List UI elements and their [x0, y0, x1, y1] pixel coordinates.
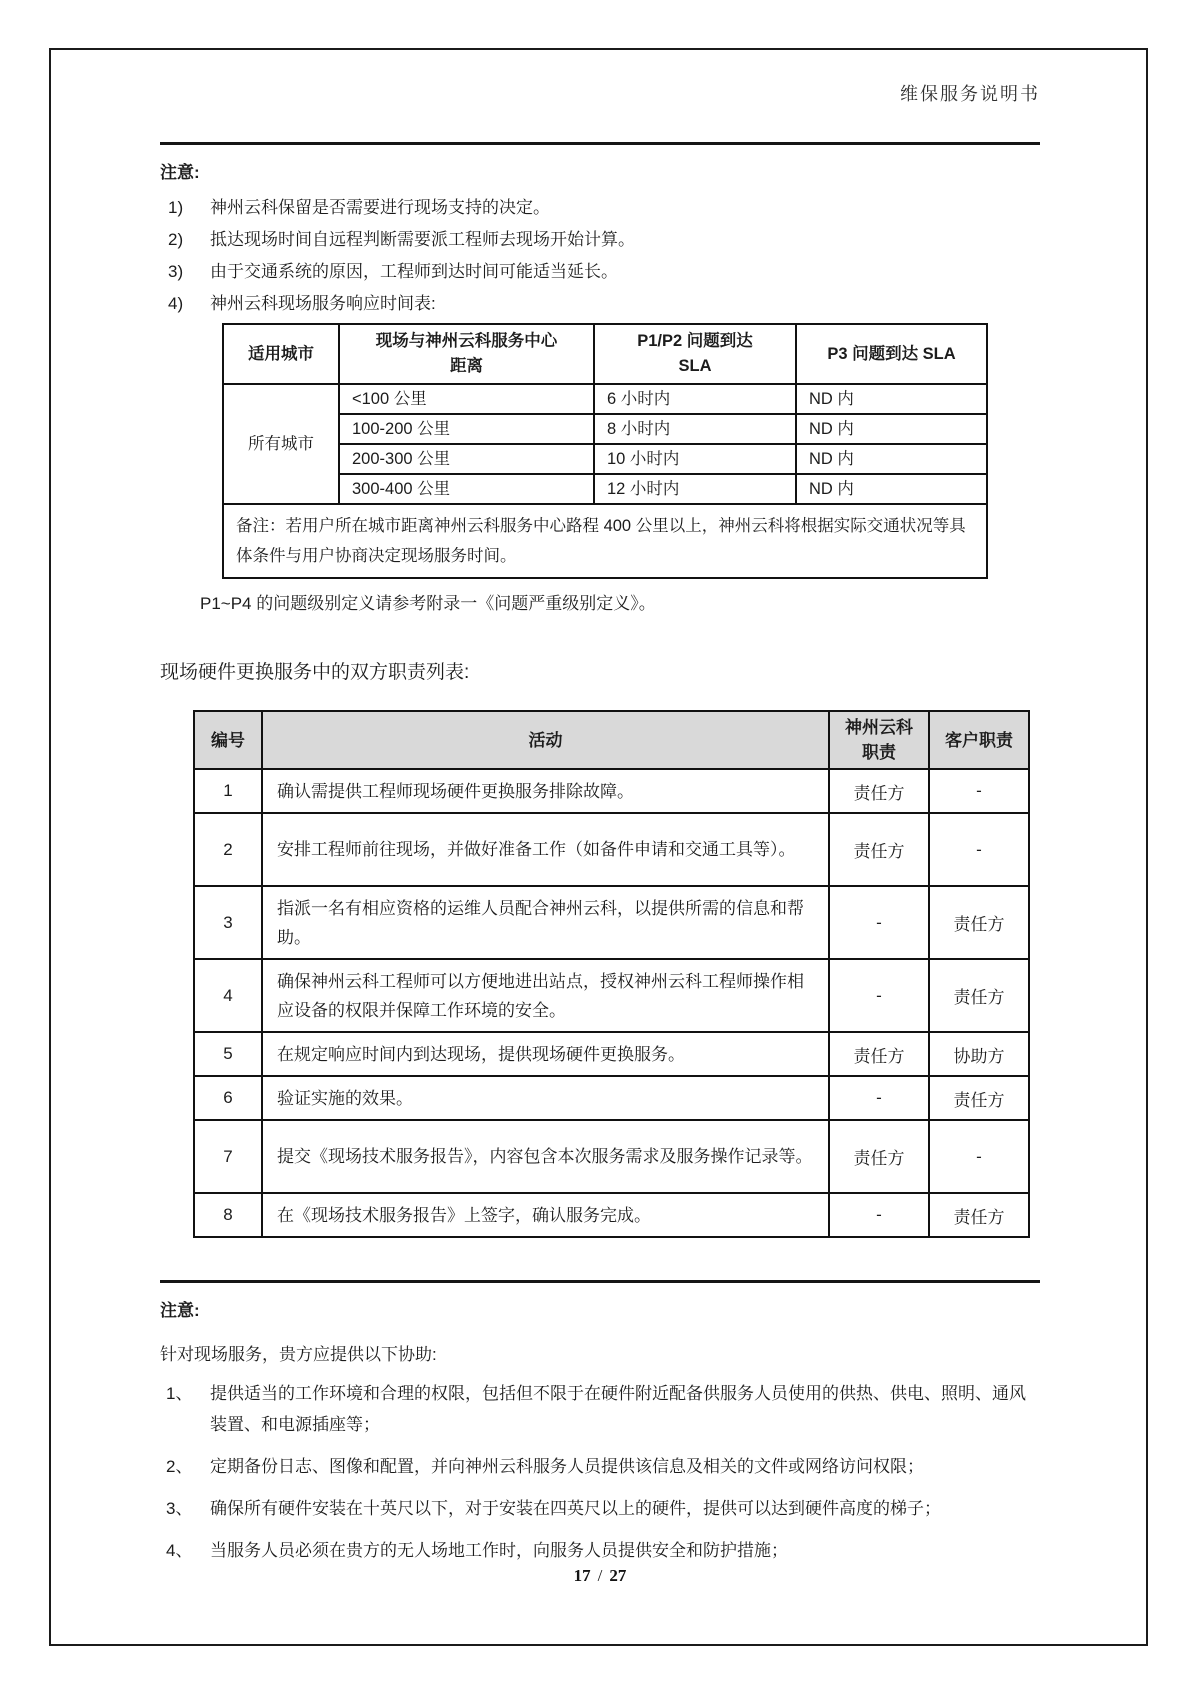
- table-header-row: [194, 711, 1029, 769]
- vendor-duty-cell: 责任方: [829, 813, 929, 886]
- list-item-number: 3、: [166, 1499, 193, 1518]
- customer-duty-cell: 责任方: [929, 1193, 1029, 1237]
- list-item: [160, 227, 1040, 252]
- table-row: [194, 1076, 1029, 1120]
- row-number-cell: 4: [194, 959, 262, 1032]
- table-header-row: [223, 324, 987, 384]
- header-title: 维保服务说明书: [900, 84, 1040, 104]
- table-row: [194, 886, 1029, 959]
- list-item-number: 1): [168, 198, 184, 217]
- vendor-duty-cell: -: [829, 1076, 929, 1120]
- city-merged-cell: 所有城市: [223, 384, 339, 504]
- list-item-number: 2): [168, 230, 184, 249]
- table-header-cell: P1/P2 问题到达 SLA: [594, 324, 796, 384]
- list-item-number: 1、: [166, 1384, 193, 1403]
- page-number: [160, 1566, 1040, 1586]
- distance-cell: 100-200 公里: [339, 414, 594, 444]
- list-item-text: 神州云科保留是否需要进行现场支持的决定。: [210, 198, 550, 217]
- activity-cell: 确保神州云科工程师可以方便地进出站点，授权神州云科工程师操作相应设备的权限并保障工作环境的安全。: [262, 959, 829, 1032]
- activity-cell: 安排工程师前往现场，并做好准备工作（如备件申请和交通工具等）。: [262, 813, 829, 886]
- p3-sla-cell: ND 内: [796, 474, 987, 504]
- notice-top-label: 注意:: [160, 163, 200, 182]
- activity-cell: 在《现场技术服务报告》上签字，确认服务完成。: [262, 1193, 829, 1237]
- row-number-cell: 8: [194, 1193, 262, 1237]
- list-item: [160, 1493, 1040, 1524]
- table-header-cell: 适用城市: [223, 324, 339, 384]
- p1p2-sla-cell: 10 小时内: [594, 444, 796, 474]
- list-item-text: 由于交通系统的原因，工程师到达时间可能适当延长。: [210, 262, 618, 281]
- activity-cell: 指派一名有相应资格的运维人员配合神州云科，以提供所需的信息和帮助。: [262, 886, 829, 959]
- list-item: [160, 259, 1040, 284]
- section-title: 现场硬件更换服务中的双方职责列表:: [160, 662, 470, 683]
- assistance-intro: 针对现场服务，贵方应提供以下协助:: [160, 1345, 437, 1364]
- list-item-text: 当服务人员必须在贵方的无人场地工作时，向服务人员提供安全和防护措施；: [210, 1541, 788, 1560]
- p1p2-sla-cell: 12 小时内: [594, 474, 796, 504]
- list-item-number: 4): [168, 294, 184, 313]
- p3-sla-cell: ND 内: [796, 444, 987, 474]
- table-header-cell: 神州云科 职责: [829, 711, 929, 769]
- vendor-duty-cell: 责任方: [829, 1032, 929, 1076]
- page-current: 17: [573, 1566, 591, 1585]
- p3-sla-cell: ND 内: [796, 384, 987, 414]
- row-number-cell: 2: [194, 813, 262, 886]
- p1p2-sla-cell: 8 小时内: [594, 414, 796, 444]
- sla-response-table: [222, 323, 988, 579]
- vendor-duty-cell: 责任方: [829, 1120, 929, 1193]
- customer-duty-cell: 责任方: [929, 886, 1029, 959]
- distance-cell: <100 公里: [339, 384, 594, 414]
- notice-bottom-label: 注意:: [160, 1301, 200, 1320]
- list-item-text: 提供适当的工作环境和合理的权限，包括但不限于在硬件附近配备供服务人员使用的供热、供电、照明、通风装置、和电源插座等；: [210, 1384, 1026, 1434]
- page-content: [160, 0, 1040, 1566]
- list-item-text: 定期备份日志、图像和配置，并向神州云科服务人员提供该信息及相关的文件或网络访问权限；: [210, 1457, 924, 1476]
- table-row: [223, 384, 987, 414]
- list-item: [160, 195, 1040, 220]
- distance-cell: 200-300 公里: [339, 444, 594, 474]
- activity-cell: 提交《现场技术服务报告》，内容包含本次服务需求及服务操作记录等。: [262, 1120, 829, 1193]
- customer-duty-cell: 责任方: [929, 959, 1029, 1032]
- activity-cell: 确认需提供工程师现场硬件更换服务排除故障。: [262, 769, 829, 813]
- table-row: [194, 813, 1029, 886]
- activity-cell: 在规定响应时间内到达现场，提供现场硬件更换服务。: [262, 1032, 829, 1076]
- list-item-text: 抵达现场时间自远程判断需要派工程师去现场开始计算。: [210, 230, 635, 249]
- table-header-cell: 编号: [194, 711, 262, 769]
- responsibility-table: [193, 710, 1030, 1238]
- table-row: [194, 769, 1029, 813]
- page-total: 27: [609, 1566, 627, 1585]
- table-note-row: [223, 504, 987, 578]
- activity-cell: 验证实施的效果。: [262, 1076, 829, 1120]
- row-number-cell: 3: [194, 886, 262, 959]
- table-header-cell: 现场与神州云科服务中心 距离: [339, 324, 594, 384]
- table-header-cell: P3 问题到达 SLA: [796, 324, 987, 384]
- notice-bottom-list: [160, 1378, 1040, 1566]
- section-rule: [160, 1280, 1040, 1283]
- row-number-cell: 1: [194, 769, 262, 813]
- row-number-cell: 6: [194, 1076, 262, 1120]
- table-row: [194, 1032, 1029, 1076]
- header-rule: [160, 142, 1040, 145]
- table-header-cell: 活动: [262, 711, 829, 769]
- list-item-number: 2、: [166, 1457, 193, 1476]
- vendor-duty-cell: -: [829, 886, 929, 959]
- list-item-number: 4、: [166, 1541, 193, 1560]
- table-row: [194, 1193, 1029, 1237]
- list-item-text: 确保所有硬件安装在十英尺以下，对于安装在四英尺以上的硬件，提供可以达到硬件高度的梯子；: [210, 1499, 941, 1518]
- list-item: [160, 1378, 1040, 1440]
- customer-duty-cell: -: [929, 813, 1029, 886]
- row-number-cell: 7: [194, 1120, 262, 1193]
- table-header-cell: 客户职责: [929, 711, 1029, 769]
- list-item: [160, 1535, 1040, 1566]
- customer-duty-cell: 责任方: [929, 1076, 1029, 1120]
- customer-duty-cell: -: [929, 769, 1029, 813]
- vendor-duty-cell: 责任方: [829, 769, 929, 813]
- list-item: [160, 1451, 1040, 1482]
- distance-cell: 300-400 公里: [339, 474, 594, 504]
- page-separator: /: [597, 1566, 603, 1585]
- row-number-cell: 5: [194, 1032, 262, 1076]
- p1p2-sla-cell: 6 小时内: [594, 384, 796, 414]
- notice-top-list: [160, 195, 1040, 316]
- table-row: [194, 959, 1029, 1032]
- p3-sla-cell: ND 内: [796, 414, 987, 444]
- list-item-number: 3): [168, 262, 184, 281]
- vendor-duty-cell: -: [829, 959, 929, 1032]
- customer-duty-cell: 协助方: [929, 1032, 1029, 1076]
- p1p4-reference-text: P1~P4 的问题级别定义请参考附录一《问题严重级别定义》。: [200, 594, 656, 613]
- list-item-text: 神州云科现场服务响应时间表:: [210, 294, 436, 313]
- vendor-duty-cell: -: [829, 1193, 929, 1237]
- customer-duty-cell: -: [929, 1120, 1029, 1193]
- table-row: [194, 1120, 1029, 1193]
- document-header: [160, 82, 1040, 106]
- list-item: [160, 291, 1040, 316]
- table-note-cell: 备注：若用户所在城市距离神州云科服务中心路程 400 公里以上，神州云科将根据实际交通状况等具体条件与用户协商决定现场服务时间。: [223, 504, 987, 578]
